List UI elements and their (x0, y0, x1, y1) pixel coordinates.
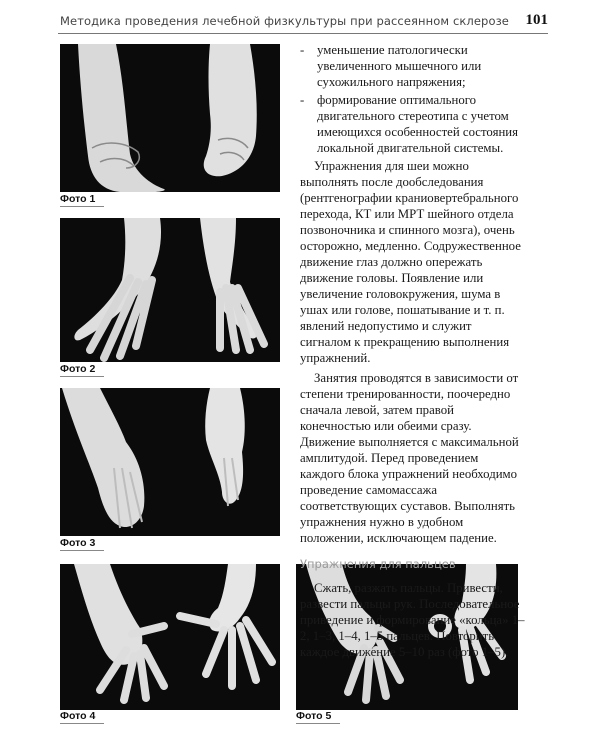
list-item-text: формирование оптимального двигательного стереотипа с учетом имеющихся особенностей состояния локальной двигательной системы. (317, 93, 519, 155)
bullet-marker: - (300, 43, 305, 57)
open-hands-illustration (60, 218, 280, 362)
photo-2-caption: Фото 2 (60, 363, 96, 375)
running-title: Методика проведения лечебной физкультуры при рассеянном склерозе (60, 14, 509, 28)
photo-3-caption: Фото 3 (60, 537, 96, 549)
paragraph-neck-exercises: Упражнения для шеи можно выполнять после дообследования (рентгенографии краниовертебрального перехода, КТ или МРТ шейного отдела позвоночника и спинного мозга), очень осторожно, медленно. Содружественное движение глаз должно опережать движение головы. Появление или увеличение головокружения, шума в ушах или голове, пошатывание и т. п. явлений недопустимо и служит сигналом к прекращению выполнения упражнений. (300, 159, 521, 365)
photo-3-fingers-together (60, 388, 280, 536)
spread-fingers-illustration (60, 564, 280, 710)
paragraph-finger-exercises: Сжать, разжать пальцы. Привести, развести пальцы рук. Последовательное приведение и формирование «кольца» 1–2, 1–3, 1–4, 1–5 пальцев. Повторить каждое движение 5–10 раз (фото 1–5). (300, 581, 525, 659)
caption-underline (60, 206, 104, 207)
text-column (300, 42, 525, 664)
list-item-text: уменьшение патологически увеличенного мышечного или сухожильного напряжения; (317, 43, 482, 89)
list-item (300, 42, 525, 90)
fists-illustration (60, 44, 280, 192)
caption-underline (60, 723, 104, 724)
fingers-together-illustration (60, 388, 280, 536)
caption-underline (296, 723, 340, 724)
page-number: 101 (525, 12, 548, 28)
caption-underline (60, 550, 104, 551)
paragraph-sessions: Занятия проводятся в зависимости от степени тренированности, поочередно сначала левой, затем правой конечностью или обеими сразу. Движение выполняется с максимальной амплитудой. Перед проведением каждого блока упражнений необходимо проведение самомассажа соответствующих суставов. Выполнять упражнения нужно в удобном положении, исключающем падение. (300, 371, 519, 545)
caption-underline (60, 376, 104, 377)
bullet-list (300, 42, 525, 156)
header-rule (58, 33, 548, 34)
photo-2-open-hands (60, 218, 280, 362)
list-item (300, 92, 525, 156)
photo-1-caption: Фото 1 (60, 193, 96, 205)
photo-4-caption: Фото 4 (60, 710, 96, 722)
photo-1-fists (60, 44, 280, 192)
bullet-marker: - (300, 93, 305, 107)
photo-5-caption: Фото 5 (296, 710, 332, 722)
section-subheading: Упражнения для пальцев (300, 557, 456, 571)
photo-4-spread-fingers (60, 564, 280, 710)
